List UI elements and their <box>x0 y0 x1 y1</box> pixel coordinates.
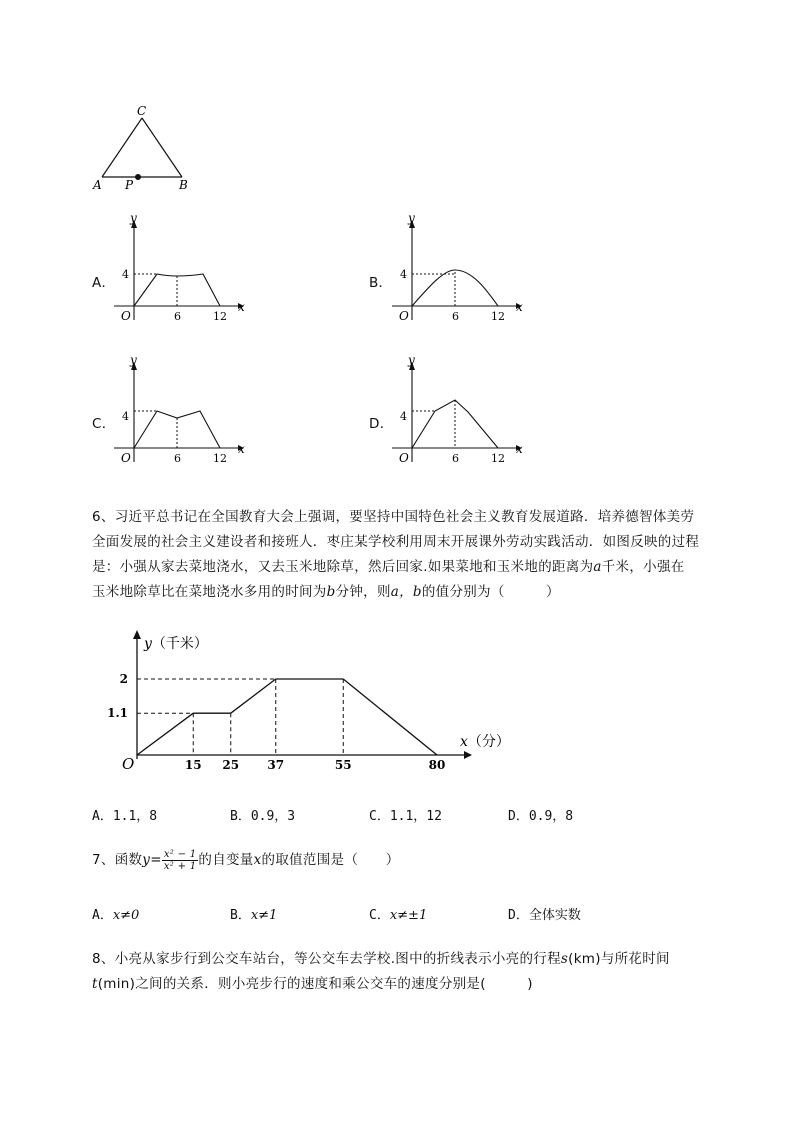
option-a-letter: A． <box>92 275 116 291</box>
series-segment-3 <box>231 679 276 713</box>
q6-line-3-end: 千米，小强在 <box>601 559 685 575</box>
q7-stem <box>92 848 400 872</box>
q6-line-3-text: 是：小强从家去菜地浇水，又去玉米地除草，然后回家.如果菜地和玉米地的距离为 <box>92 559 594 575</box>
chart-y-arrow <box>133 630 141 639</box>
x-tick-15: 15 <box>184 758 202 772</box>
tick-12: 12 <box>491 452 505 465</box>
graph-option-b <box>388 210 528 325</box>
tick-6: 6 <box>174 452 181 465</box>
tick-12: 12 <box>491 310 505 323</box>
q6-option-a[interactable]: A．1.1，8 <box>92 809 158 824</box>
tick-4: 4 <box>400 410 407 423</box>
label-p: P <box>125 178 134 192</box>
option-b-letter: B． <box>369 275 393 291</box>
chart-x-arrow <box>464 751 472 759</box>
q8-line-2-a: (min)之间的关系．则小亮步行的速度和乘公交车的速度分别是( ) <box>97 976 533 992</box>
q7-fraction <box>162 849 199 872</box>
q6-line-4-mid: 分钟，则 <box>335 584 391 600</box>
q8-line-2 <box>92 972 533 992</box>
q6-line-4-text: 玉米地除草比在菜地浇水多用的时间为 <box>92 584 327 600</box>
q7-option-a-letter: A． <box>92 908 113 923</box>
q8-var-t: t <box>92 976 98 992</box>
tick-4: 4 <box>122 268 129 281</box>
q8-var-s: s <box>560 951 569 967</box>
tick-6: 6 <box>174 310 181 323</box>
q7-option-a-expr: x≠0 <box>112 908 140 923</box>
x-tick-55: 55 <box>334 758 352 772</box>
y-tick-1.1: 1.1 <box>107 706 128 721</box>
q7-option-c-letter: C． <box>369 908 390 923</box>
q6-line-4 <box>92 580 560 600</box>
triangle-side-cb <box>142 118 182 177</box>
origin-label: O <box>121 309 131 323</box>
q7-suffix-1: 的自变量 <box>198 852 254 868</box>
q7-option-d-letter: D． <box>508 908 529 923</box>
label-a: A <box>93 178 102 192</box>
graph-option-d <box>388 352 528 467</box>
origin-label: O <box>399 451 409 465</box>
tick-6: 6 <box>452 310 459 323</box>
q6-option-b[interactable]: B．0.9，3 <box>230 809 296 824</box>
x-label: x <box>516 442 523 456</box>
q7-option-a[interactable] <box>92 904 139 923</box>
q7-suffix-2: 的取值范围是（ ） <box>261 852 400 868</box>
q6-line-3 <box>92 555 685 575</box>
chart-y-var: y <box>144 636 152 652</box>
q6-line-4-end: 的值分别为（ ） <box>421 584 560 600</box>
tick-6: 6 <box>452 452 459 465</box>
q6-line-2: 全面发展的社会主义建设者和接班人．枣庄某学校利用周末开展课外劳动实践活动．如图反映的过程 <box>92 534 700 550</box>
q8-line-1-a: 8、小亮从家步行到公交车站台，等公交车去学校.图中的折线表示小亮的行程 <box>92 951 561 967</box>
q7-option-c-expr: x≠±1 <box>389 908 428 923</box>
q7-y-eq: y= <box>142 852 162 868</box>
y-label: y <box>130 353 137 367</box>
x-label: x <box>516 300 523 314</box>
label-b: B <box>179 178 188 192</box>
origin-label: O <box>399 309 409 323</box>
x-label: x <box>238 300 245 314</box>
graph-option-c <box>110 352 250 467</box>
q7-option-b-letter: B． <box>230 908 251 923</box>
y-tick-2: 2 <box>119 672 128 686</box>
triangle-figure <box>88 100 203 195</box>
chart-origin: O <box>122 755 135 773</box>
q7-option-b[interactable] <box>230 904 277 923</box>
chart-x-unit: （分） <box>467 734 510 750</box>
q7-option-d[interactable] <box>508 904 581 923</box>
triangle-side-ac <box>102 118 142 177</box>
tick-4: 4 <box>122 410 129 423</box>
series-segment-5 <box>343 679 437 755</box>
y-label: y <box>408 353 415 367</box>
option-c-letter: C． <box>92 416 116 432</box>
q6-option-c[interactable]: C．1.1，12 <box>369 809 442 824</box>
y-label: y <box>130 211 137 225</box>
tick-12: 12 <box>213 310 227 323</box>
q7-denominator: x² + 1 <box>163 860 197 872</box>
x-tick-25: 25 <box>222 758 240 772</box>
chart-y-unit: （千米） <box>151 636 208 652</box>
x-label: x <box>238 442 245 456</box>
x-tick-37: 37 <box>267 758 285 772</box>
q6-vars-ab: a，b <box>390 584 422 600</box>
q6-line-1: 6、习近平总书记在全国教育大会上强调，要坚持中国特色社会主义教育发展道路．培养德智体美劳 <box>92 509 695 525</box>
q7-option-b-expr: x≠1 <box>250 908 278 923</box>
q6-distance-time-chart <box>100 625 540 775</box>
q7-var-x: x <box>253 852 262 868</box>
q7-option-d-expr: 全体实数 <box>528 908 581 923</box>
q6-var-a: a <box>593 559 602 575</box>
q7-numerator: x² − 1 <box>163 848 197 860</box>
graph-option-a <box>110 210 250 325</box>
q8-line-1 <box>92 947 670 967</box>
chart-x-var: x <box>460 734 468 750</box>
point-p-dot <box>135 174 141 180</box>
q7-option-c[interactable] <box>369 904 427 923</box>
tick-4: 4 <box>400 268 407 281</box>
q7-prefix: 7、函数 <box>92 852 143 868</box>
label-c: C <box>137 104 147 118</box>
q6-option-d[interactable]: D．0.9，8 <box>508 809 574 824</box>
q8-line-1-b: (km)与所花时间 <box>568 951 670 967</box>
chart-y-label <box>143 635 208 652</box>
series-segment-1 <box>137 713 193 755</box>
option-d-letter: D． <box>369 416 394 432</box>
q6-var-b: b <box>326 584 336 600</box>
chart-x-label <box>460 734 510 750</box>
x-tick-80: 80 <box>428 758 446 772</box>
tick-12: 12 <box>213 452 227 465</box>
y-label: y <box>408 211 415 225</box>
origin-label: O <box>121 451 131 465</box>
